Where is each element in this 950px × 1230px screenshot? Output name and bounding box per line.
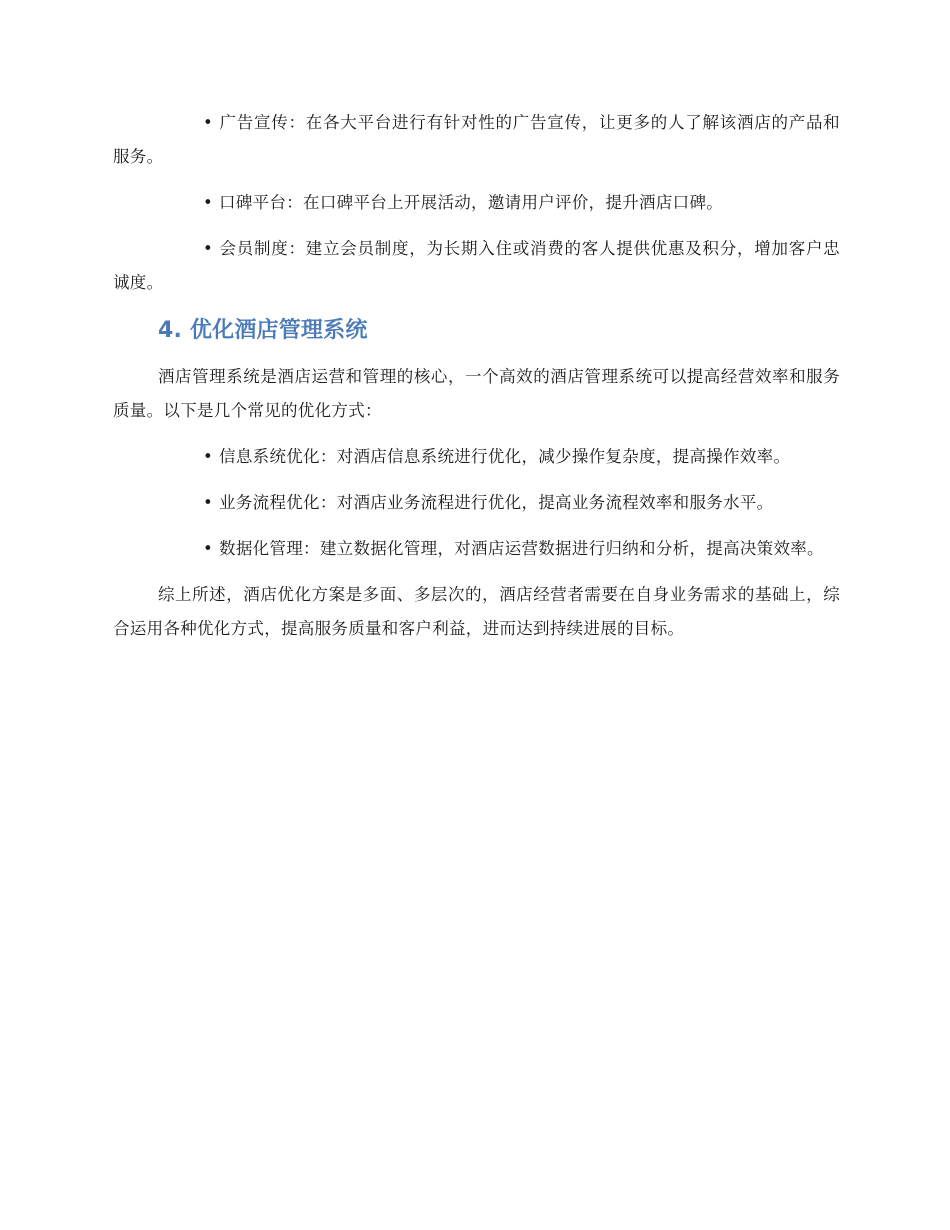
- bullet-dot: •: [203, 493, 214, 512]
- bullet-dot: •: [203, 447, 214, 466]
- bullet-dot: •: [203, 239, 214, 258]
- bullet-advertising: [113, 106, 840, 174]
- bullet-reputation: [113, 186, 840, 220]
- bullet-info-system: [113, 440, 840, 474]
- bullet-process: [113, 486, 840, 520]
- bullet-process-text: 业务流程优化：对酒店业务流程进行优化，提高业务流程效率和服务水平。: [219, 493, 774, 512]
- bullet-dot: •: [203, 539, 214, 558]
- bullet-reputation-text: 口碑平台：在口碑平台上开展活动，邀请用户评价，提升酒店口碑。: [219, 193, 724, 212]
- bullet-info-system-text: 信息系统优化：对酒店信息系统进行优化，减少操作复杂度，提高操作效率。: [219, 447, 791, 466]
- conclusion-paragraph: 综上所述，酒店优化方案是多面、多层次的，酒店经营者需要在自身业务需求的基础上，综合运用各种优化方式，提高服务质量和客户利益，进而达到持续进展的目标。: [113, 585, 840, 638]
- bullet-advertising-text: 广告宣传：在各大平台进行有针对性的广告宣传，让更多的人了解该酒店的产品和服务。: [113, 113, 840, 166]
- section-intro: 酒店管理系统是酒店运营和管理的核心，一个高效的酒店管理系统可以提高经营效率和服务质量。以下是几个常见的优化方式：: [113, 367, 840, 420]
- bullet-membership-text: 会员制度：建立会员制度，为长期入住或消费的客人提供优惠及积分，增加客户忠诚度。: [113, 239, 840, 292]
- bullet-dot: •: [203, 193, 214, 212]
- bullet-dot: •: [203, 113, 214, 132]
- section-heading: 4. 优化酒店管理系统: [158, 318, 368, 343]
- bullet-data-management: [113, 532, 840, 566]
- document-body: [113, 106, 840, 658]
- bullet-data-management-text: 数据化管理：建立数据化管理，对酒店运营数据进行归纳和分析，提高决策效率。: [219, 539, 824, 558]
- bullet-membership: [113, 232, 840, 300]
